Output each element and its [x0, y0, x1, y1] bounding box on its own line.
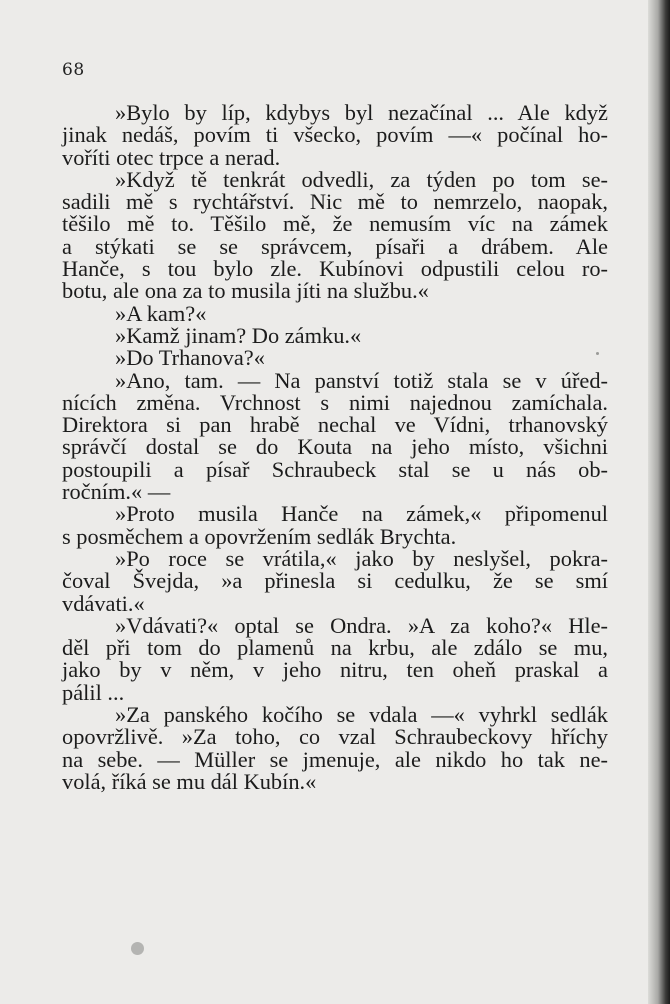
text-line: správčí dostal se do Kouta na jeho místo, všichni — [62, 434, 608, 460]
text-line: a stýkati se se správcem, písaři a drábem. Ale — [62, 233, 608, 259]
text-line: opovržlivě. »Za toho, co vzal Schraubeckovy hříchy — [62, 724, 608, 750]
paper-speck — [596, 352, 599, 355]
text-line: jinak nedáš, povím ti všecko, povím —« počínal ho- — [62, 122, 608, 148]
text-line: děl při tom do plamenů na krbu, ale zdálo se mu, — [62, 635, 608, 661]
text-line: »Vdávati?« optal se Ondra. »A za koho?« Hle- — [115, 612, 608, 638]
text-line: čoval Švejda, »a přinesla si cedulku, že se smí — [62, 568, 608, 594]
text-line: sadili mě s rychtářství. Nic mě to nemrzelo, naopak, — [62, 189, 608, 215]
text-line: voříti otec trpce a nerad. — [62, 144, 281, 170]
text-line: pálil ... — [62, 679, 125, 705]
text-line: těšilo mě to. Těšilo mě, že nemusím víc na zámek — [62, 211, 608, 237]
text-line: »Když tě tenkrát odvedli, za týden po tom se- — [115, 166, 608, 192]
text-line: botu, ale ona za to musila jíti na službu.« — [62, 278, 429, 304]
text-line: vdávati.« — [62, 590, 145, 616]
text-line: postoupili a písař Schraubeck stal se u nás ob- — [62, 456, 608, 482]
text-line: volá, říká se mu dál Kubín.« — [62, 768, 317, 794]
text-line: jako by v něm, v jeho nitru, ten oheň praskal a — [62, 657, 608, 683]
text-line: »Kamž jinam? Do zámku.« — [115, 322, 362, 348]
text-line: »Bylo by líp, kdybys byl nezačínal ... Ale když — [115, 100, 608, 125]
body-text — [62, 102, 608, 793]
text-line: s posměchem a opovržením sedlák Brychta. — [62, 523, 457, 549]
text-line: na sebe. — Müller se jmenuje, ale nikdo ho tak ne- — [62, 746, 608, 772]
text-line: »Proto musila Hanče na zámek,« připomenul — [115, 501, 608, 527]
book-spine-shadow — [648, 0, 670, 1004]
text-line: nících změna. Vrchnost s nimi najednou zamíchala. — [62, 389, 608, 415]
text-line: »Po roce se vrátila,« jako by neslyšel, pokra- — [115, 545, 608, 571]
text-line: »Do Trhanova?« — [115, 345, 265, 371]
text-line: »A kam?« — [115, 300, 207, 326]
text-line: »Ano, tam. — Na panství totiž stala se v úřed- — [115, 367, 608, 393]
text-line: ročním.« — — [62, 479, 171, 505]
text-line: Hanče, s tou bylo zle. Kubínovi odpustili celou ro- — [62, 256, 608, 282]
page-number: 68 — [62, 60, 85, 80]
text-line: »Za panského kočího se vdala —« vyhrkl sedlák — [115, 702, 608, 728]
text-line: Direktora si pan hrabě nechal ve Vídni, trhanovský — [62, 412, 608, 438]
paper-speck — [131, 942, 144, 955]
